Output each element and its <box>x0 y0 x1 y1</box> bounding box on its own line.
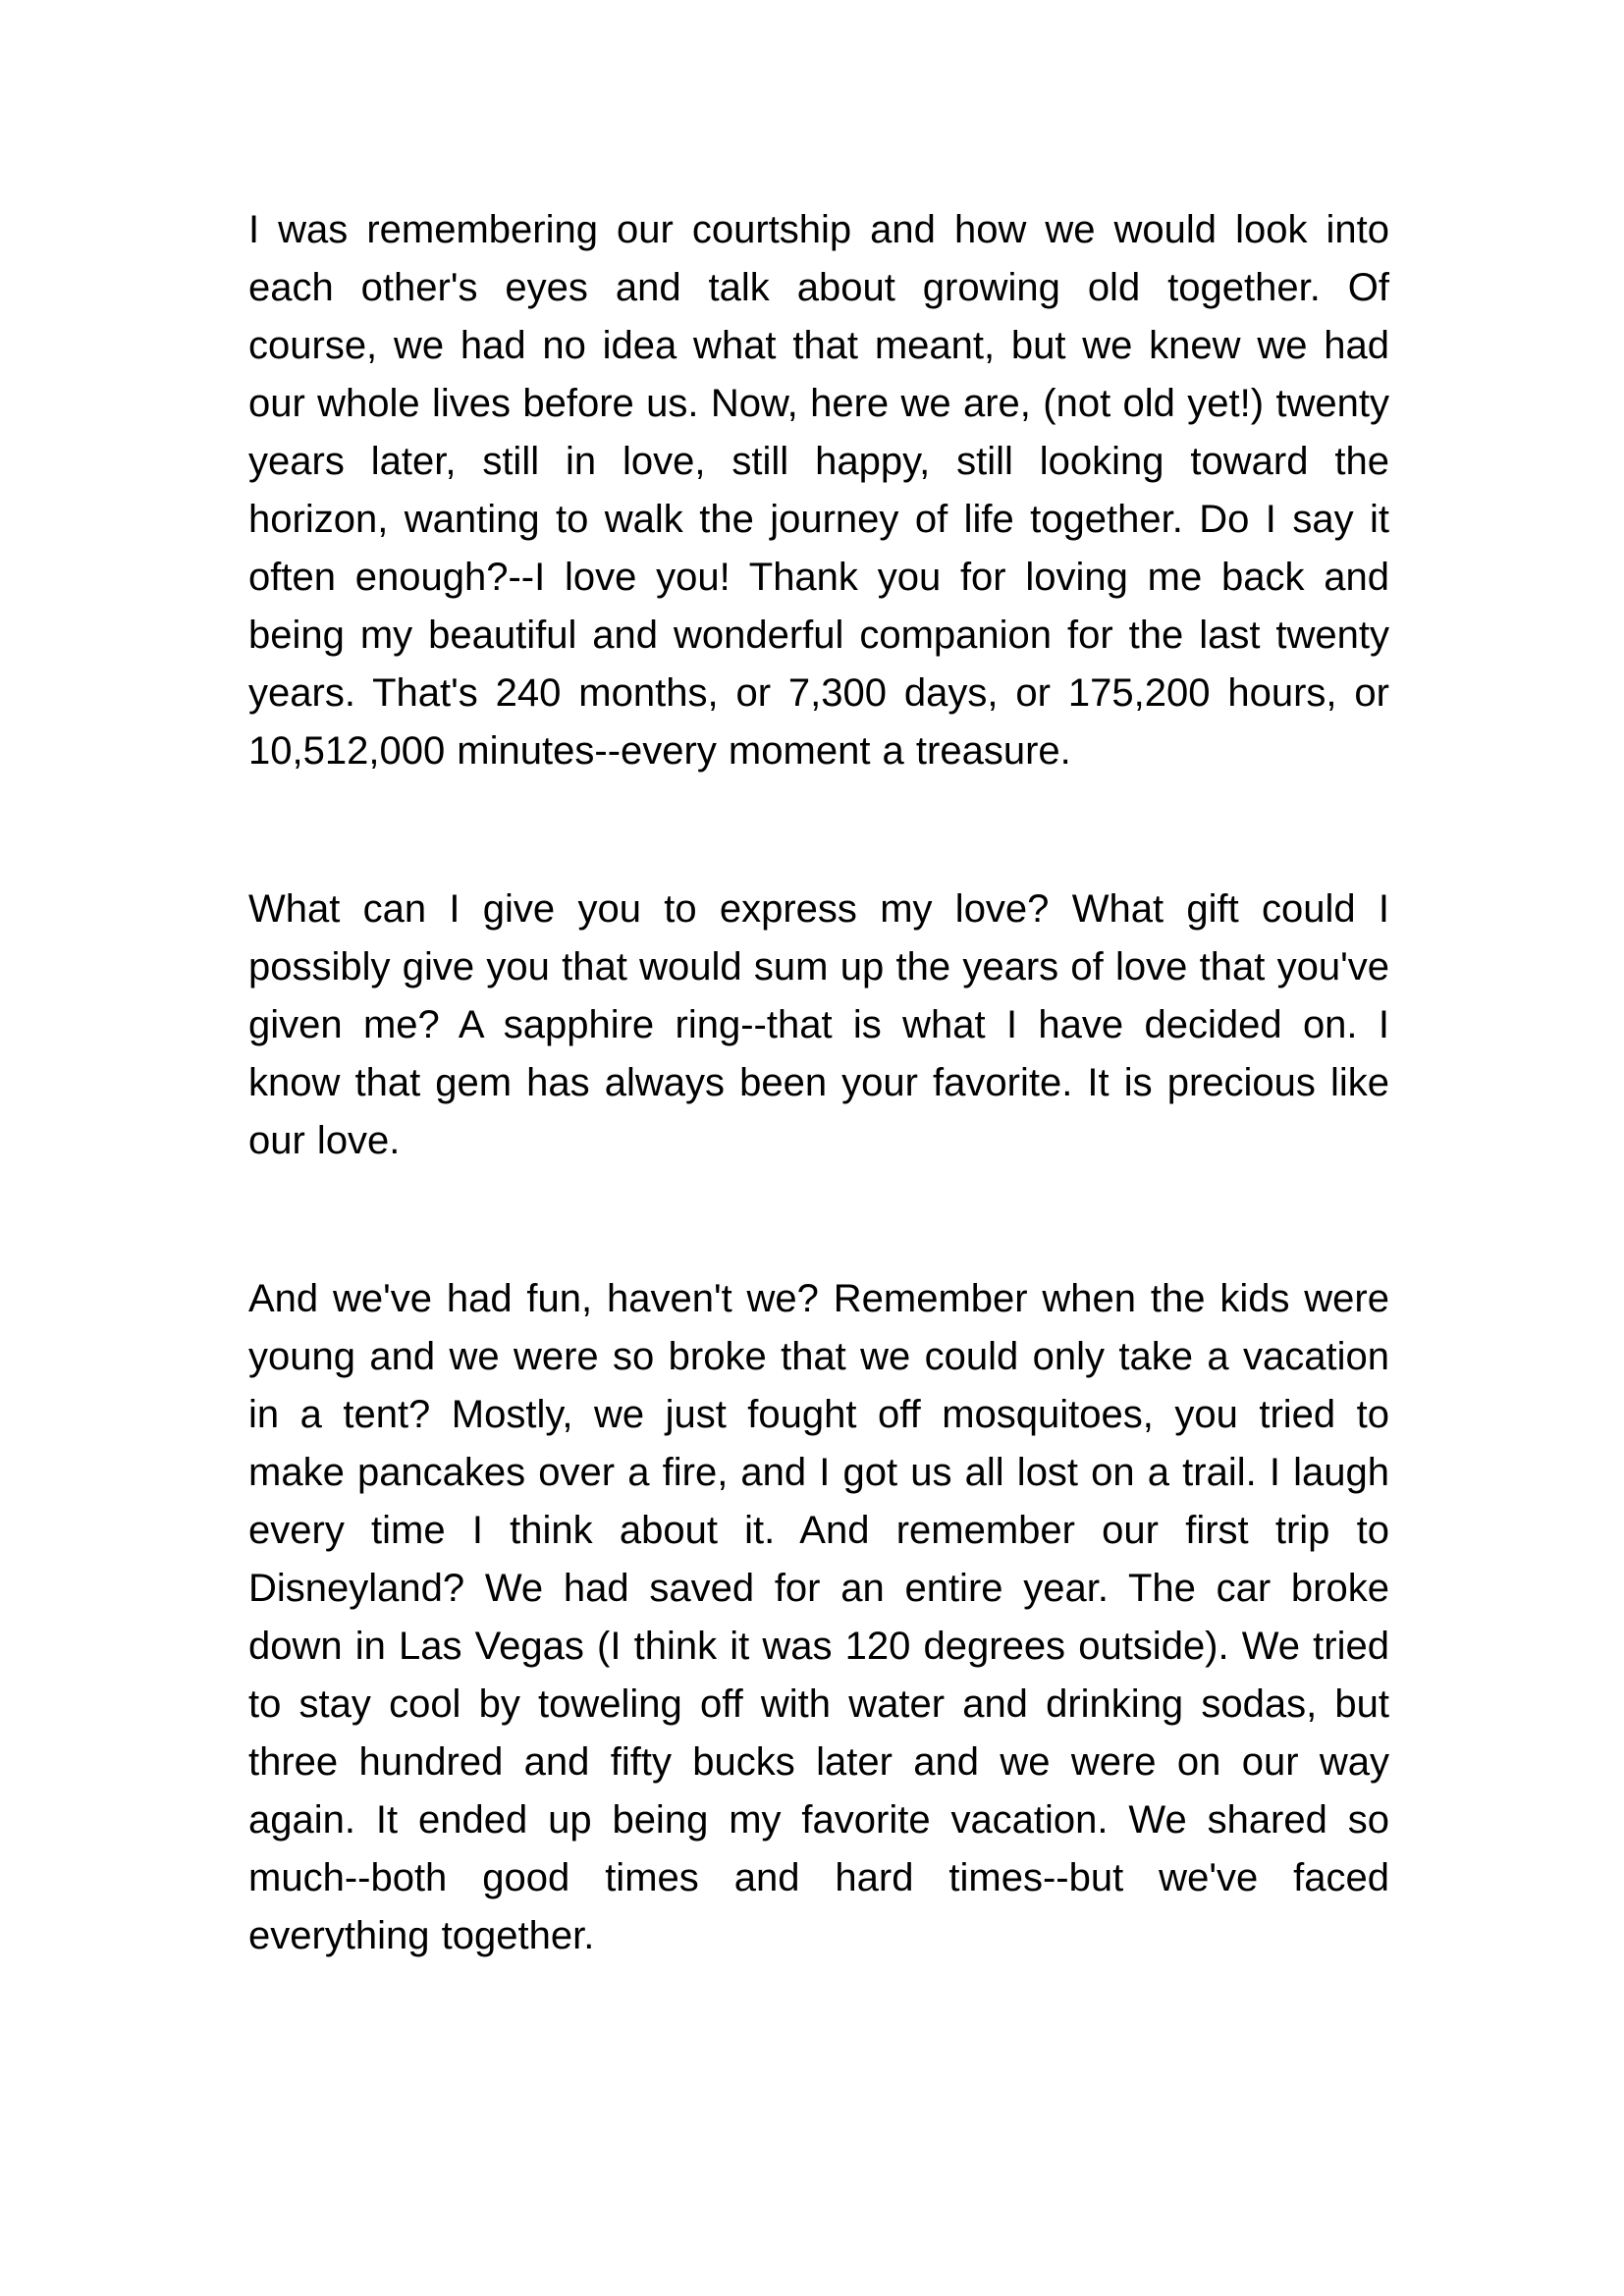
paragraph-gift: What can I give you to express my love? What gift could I possibly give you that would sum up the years of love that you've given me? A sapphire ring--that is what I have decided on. I know that gem has always been your favorite. It is precious like our love. <box>248 887 1389 1162</box>
paragraph-memories: And we've had fun, haven't we? Remember when the kids were young and we were so broke that we could only take a vacation in a tent? Mostly, we just fought off mosquitoes, you tried to make pancakes over a fire, and I got us all lost on a trail. I laugh every time I think about it. And remember our first trip to Disneyland? We had saved for an entire year. The car broke down in Las Vegas (I think it was 120 degrees outside). We tried to stay cool by toweling off with water and drinking sodas, but three hundred and fifty bucks later and we were on our way again. It ended up being my favorite vacation. We shared so much--both good times and hard times--but we've faced everything together. <box>248 1277 1389 1957</box>
document-text-block <box>248 201 1389 1965</box>
paragraph-courtship: I was remembering our courtship and how we would look into each other's eyes and talk about growing old together. Of course, we had no idea what that meant, but we knew we had our whole lives before us. Now, here we are, (not old yet!) twenty years later, still in love, still happy, still looking toward the horizon, wanting to walk the journey of life together. Do I say it often enough?--I love you! Thank you for loving me back and being my beautiful and wonderful companion for the last twenty years. That's 240 months, or 7,300 days, or 175,200 hours, or 10,512,000 minutes--every moment a treasure. <box>248 208 1389 773</box>
